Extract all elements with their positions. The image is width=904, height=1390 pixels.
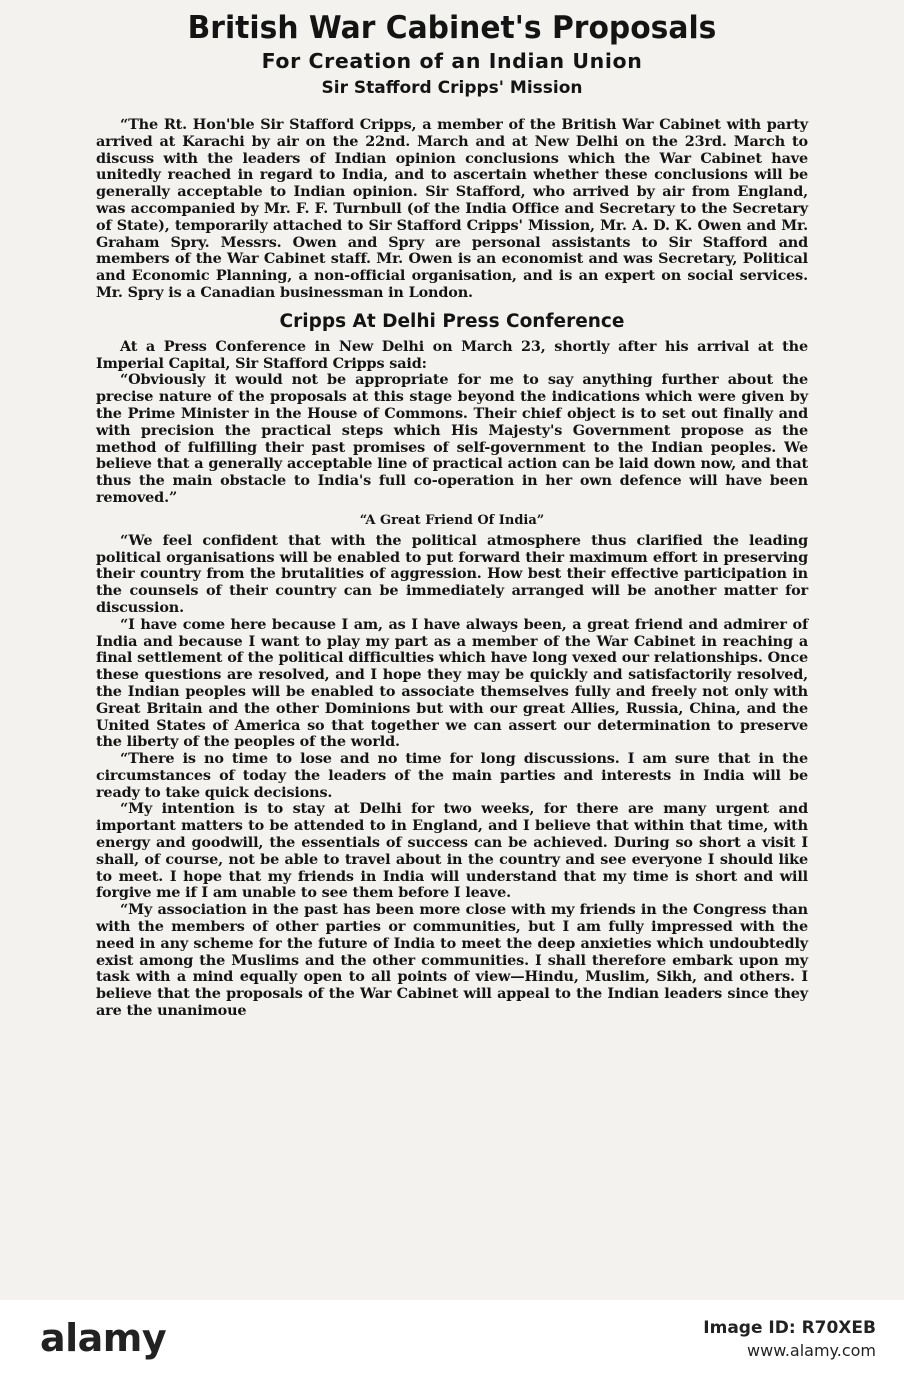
document-title: British War Cabinet's Proposals bbox=[187, 10, 717, 46]
body-paragraph: “There is no time to lose and no time for long discussions. I am sure that in the circumstances of today the leaders of the main parties and interests in India will be ready to take quick decisions. bbox=[96, 750, 808, 801]
brand-logo: alamy bbox=[40, 1316, 167, 1360]
site-url: www.alamy.com bbox=[747, 1341, 876, 1360]
footer-meta bbox=[703, 1316, 876, 1362]
document-body bbox=[96, 8, 808, 1020]
body-paragraph: “My intention is to stay at Delhi for two weeks, for there are many urgent and important matters to be attended to in England, and I believe that within that time, with energy and goodwill, the essentials of success can be achieved. During so short a visit I shall, of course, not be able to travel about in the country and see everyone I should like to meet. I hope that my friends in India will understand that my time is short and will forgive me if I am unable to see them before I leave. bbox=[96, 800, 808, 902]
image-id-label: Image ID: R70XEB bbox=[703, 1318, 876, 1338]
press-paragraph: “Obviously it would not be appropriate for me to say anything further about the precise nature of the proposals at this stage beyond the indications which were given by the Prime Minister in the House of Commons. Their chief object is to set out finally and with precision the practical steps which His Majesty's Government propose as the method of fulfilling their past promises of self-government to the Indian peoples. We believe that a generally acceptable line of practical action can be laid down now, and that thus the main obstacle to India's full co-operation in her own defence will have been removed.” bbox=[96, 371, 808, 506]
press-paragraph: At a Press Conference in New Delhi on March 23, shortly after his arrival at the Imperial Capital, Sir Stafford Cripps said: bbox=[96, 337, 808, 372]
sub-heading: “A Great Friend Of India” bbox=[359, 512, 545, 528]
mission-heading: Sir Stafford Cripps' Mission bbox=[321, 78, 583, 98]
body-paragraph: “I have come here because I am, as I have always been, a great friend and admirer of India and because I want to play my part as a member of the War Cabinet in reaching a final settlement of the political difficulties which have long vexed our relationships. Once these questions are resolved, and I hope they may be quickly and satisfactorily resolved, the Indian peoples will be enabled to associate themselves fully and freely not only with Great Britain and the other Dominions but with our great Allies, Russia, China, and the United States of America so that together we can assert our determination to preserve the liberty of the peoples of the world. bbox=[96, 615, 808, 751]
document-subtitle: For Creation of an Indian Union bbox=[261, 49, 643, 73]
intro-paragraph: “The Rt. Hon'ble Sir Stafford Cripps, a member of the British War Cabinet with party arrived at Karachi by air on the 22nd. March and at New Delhi on the 23rd. March to discuss with the leaders of Indian opinion conclusions which the War Cabinet have unitedly reached in regard to India, and to ascertain whether these conclusions will be generally acceptable to Indian opinion. Sir Stafford, who arrived by air from England, was accompanied by Mr. F. F. Turnbull (of the India Office and Secretary to the Secretary of State), temporarily attached to Sir Stafford Cripps' Mission, Mr. A. D. K. Owen and Mr. Graham Spry. Messrs. Owen and Spry are personal assistants to Sir Stafford and members of the War Cabinet staff. Mr. Owen is an economist and was Secretary, Political and Economic Planning, a non-official organisation, and is an expert on social services. Mr. Spry is a Canadian businessman in London. bbox=[96, 116, 808, 301]
stock-footer bbox=[0, 1300, 904, 1390]
section-heading: Cripps At Delhi Press Conference bbox=[279, 310, 625, 332]
body-paragraph: “We feel confident that with the political atmosphere thus clarified the leading political organisations will be enabled to put forward their maximum effort in preserving their country from the brutalities of aggression. How best their effective participation in the counsels of their country can be immediately arranged will be another matter for discussion. bbox=[96, 531, 808, 616]
body-paragraph: “My association in the past has been more close with my friends in the Congress than with the members of other parties or communities, but I am fully impressed with the need in any scheme for the future of India to meet the deep anxieties which undoubtedly exist among the Muslims and the other communities. I shall therefore embark upon my task with a mind equally open to all points of view—Hindu, Muslim, Sikh, and others. I believe that the proposals of the War Cabinet will appeal to the Indian leaders since they are the unanimoue bbox=[96, 901, 808, 1020]
